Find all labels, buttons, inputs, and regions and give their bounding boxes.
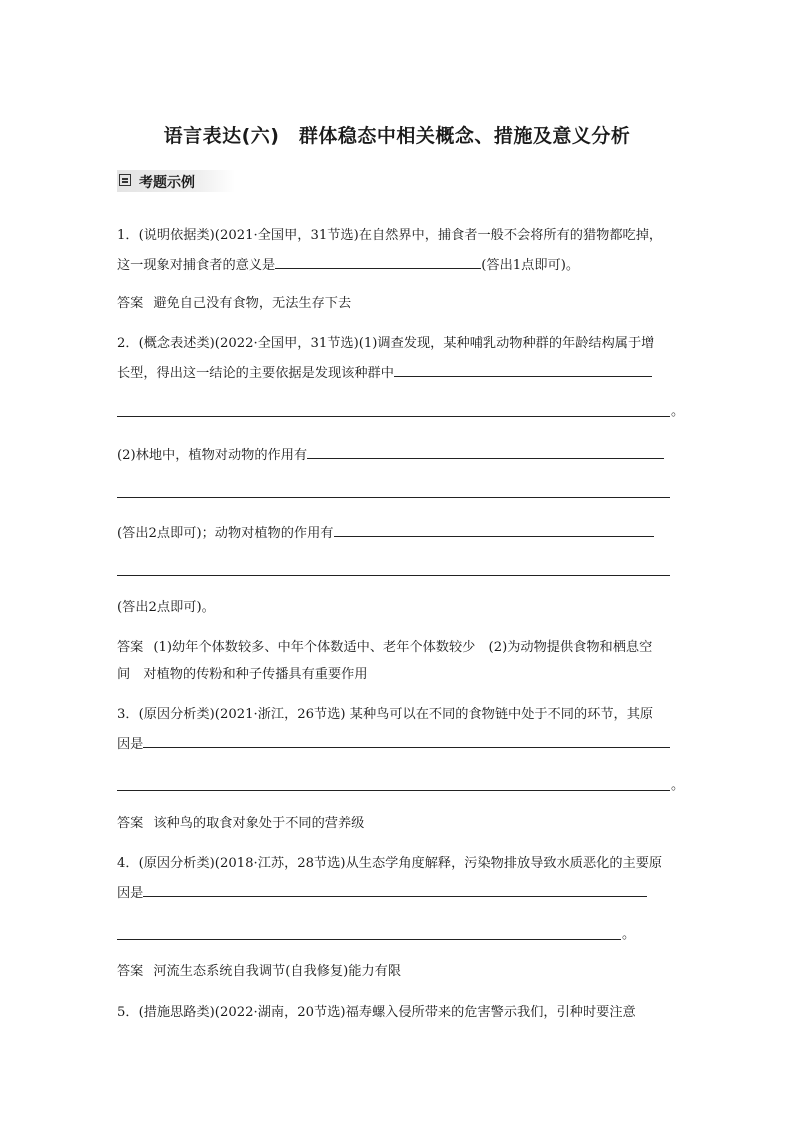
q1-answer-text: 避免自己没有食物，无法生存下去 <box>153 296 352 311</box>
q1-line2-prefix: 这一现象对捕食者的意义是 <box>117 258 276 273</box>
q3-answer-text: 该种鸟的取食对象处于不同的营养级 <box>153 816 365 831</box>
q2-blank-5[interactable] <box>334 522 654 537</box>
q1-answer-blank[interactable] <box>275 254 481 269</box>
q2-blank-1[interactable] <box>394 362 652 377</box>
q3-blank-1[interactable] <box>143 733 670 748</box>
q3-end-mark: 。 <box>671 778 685 793</box>
q2-line2-prefix: 长型，得出这一结论的主要依据是发现该种群中 <box>117 366 394 381</box>
q2-blank-3[interactable] <box>307 444 664 459</box>
q2-part4: (答出2点即可)。 <box>117 600 215 615</box>
q4-answer-text: 河流生态系统自我调节(自我修复)能力有限 <box>153 964 402 979</box>
q4-line2-prefix: 因是 <box>117 886 144 901</box>
section-header <box>117 170 235 192</box>
q2-part2-prefix: (2)林地中，植物对动物的作用有 <box>117 448 308 463</box>
q4-blank-1[interactable] <box>143 882 647 897</box>
q2-end-mark: 。 <box>671 404 685 419</box>
q5-line1: 5．(措施思路类)(2022·湖南，20节选)福寿螺入侵所带来的危害警示我们，引种时要注意 <box>117 1005 636 1020</box>
q3-line1: 3．(原因分析类)(2021·浙江，26节选) 某种鸟可以在不同的食物链中处于不同的环节，其原 <box>117 707 654 722</box>
q2-part3-prefix: (答出2点即可)；动物对植物的作用有 <box>117 526 334 541</box>
q1-line1: 1．(说明依据类)(2021·全国甲，31节选)在自然界中，捕食者一般不会将所有的猎物都吃掉， <box>117 228 663 243</box>
q2-part2 <box>117 444 664 465</box>
q3-line2-prefix: 因是 <box>117 737 144 752</box>
answer-label: 答案 <box>117 964 144 979</box>
q3-blank-2[interactable] <box>117 790 670 791</box>
q2-blank-6[interactable] <box>117 575 670 576</box>
q4-line2 <box>117 882 647 903</box>
answer-label: 答案 <box>117 816 144 831</box>
q2-line2 <box>117 362 652 383</box>
q4-answer <box>117 963 401 981</box>
q4-blank-2[interactable] <box>117 939 621 940</box>
answer-label: 答案 <box>117 640 144 655</box>
q4-line1: 4．(原因分析类)(2018·江苏，28节选)从生态学角度解释，污染物排放导致水质恶化的主要原 <box>117 856 663 871</box>
q4-end-mark: 。 <box>622 927 636 942</box>
section-label: 考题示例 <box>139 175 195 191</box>
q2-answer-text-1: (1)幼年个体数较多、中年个体数适中、老年个体数较少 (2)为动物提供食物和栖息空 <box>153 640 653 655</box>
q2-part3 <box>117 522 654 543</box>
document-list-icon <box>119 174 131 186</box>
q1-line2-suffix: (答出1点即可)。 <box>481 258 580 273</box>
q2-answer-line2: 间 对植物的传粉和种子传播具有重要作用 <box>117 667 368 682</box>
q3-answer <box>117 815 364 833</box>
page-title: 语言表达(六) 群体稳态中相关概念、措施及意义分析 <box>163 125 631 147</box>
q2-line1: 2．(概念表述类)(2022·全国甲，31节选)(1)调查发现，某种哺乳动物种群的年龄结构属于增 <box>117 336 655 351</box>
q3-line2 <box>117 733 670 754</box>
answer-label: 答案 <box>117 296 144 311</box>
q2-blank-4[interactable] <box>117 497 670 498</box>
q1-answer <box>117 295 351 313</box>
q2-blank-2[interactable] <box>117 416 670 417</box>
q1-line2 <box>117 254 579 275</box>
q2-answer-line1 <box>117 639 652 657</box>
